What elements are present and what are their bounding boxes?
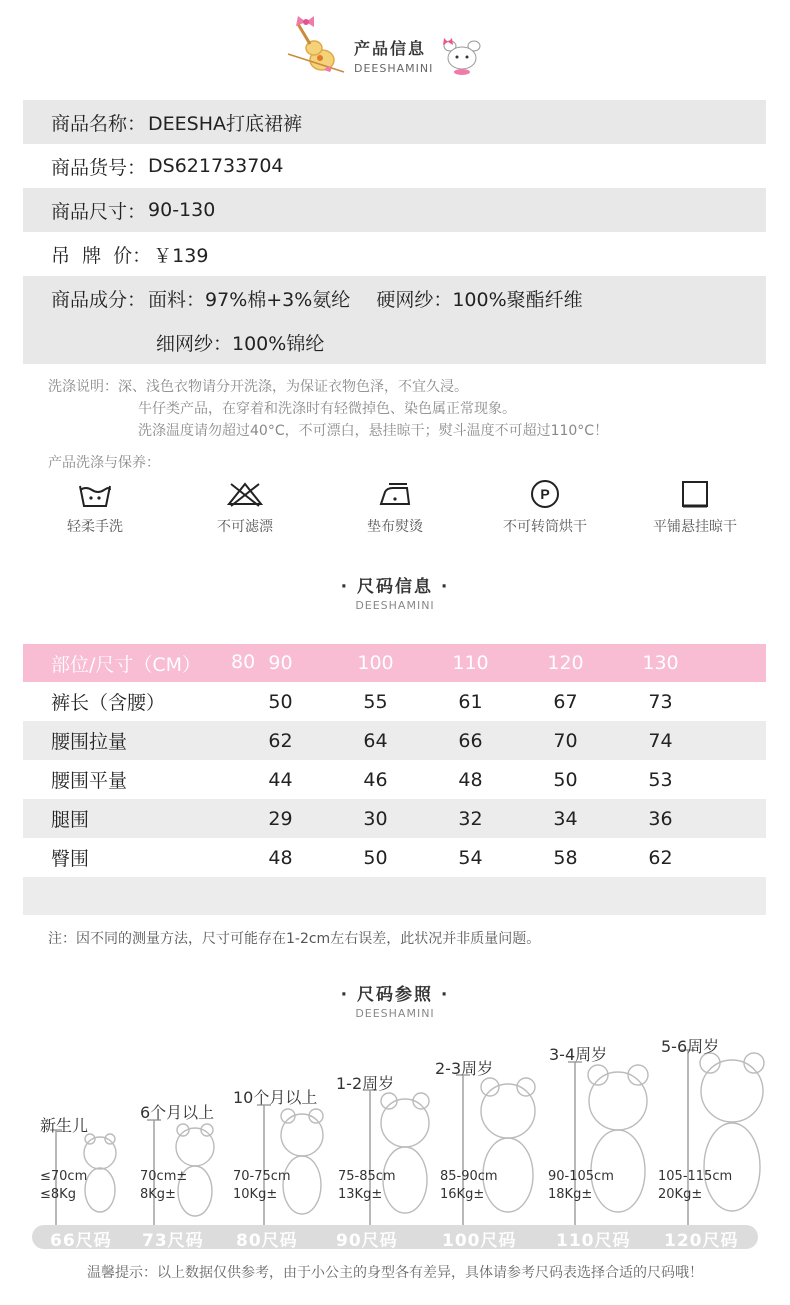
size-info-header xyxy=(0,572,790,612)
care-label: 不可转筒烘干 xyxy=(503,519,587,535)
size-reference-header xyxy=(0,980,790,1020)
product-info-subtitle: DEESHAMINI xyxy=(354,62,434,75)
weight-value: 20Kg± xyxy=(658,1187,703,1202)
info-value: 90-130 xyxy=(148,199,216,221)
washing-line-2: 牛仔类产品，在穿着和洗涤时有轻微掉色、染色属正常现象。 xyxy=(138,401,516,417)
size-info-title: · 尺码信息 · xyxy=(340,577,450,597)
info-value: 细网纱：100%锦纶 xyxy=(156,332,325,355)
iron-icon xyxy=(377,478,413,510)
measurement xyxy=(658,1168,732,1204)
bunny-mascot-icon xyxy=(440,36,484,76)
height-value: 70-75cm xyxy=(233,1169,291,1184)
care-item-hand-wash xyxy=(30,478,160,536)
info-row-material-2 xyxy=(23,320,766,364)
table-cell: 50 xyxy=(553,768,578,791)
table-cell: 62 xyxy=(268,729,293,752)
product-info-table xyxy=(23,100,766,364)
table-cell: 73 xyxy=(648,690,673,713)
hang-dry-icon xyxy=(677,478,713,510)
table-row-blank xyxy=(23,877,766,915)
info-value: DS621733704 xyxy=(148,155,284,177)
no-bleach-icon xyxy=(225,478,265,510)
guitar-bow-logo-icon xyxy=(284,14,354,78)
table-cell: 53 xyxy=(648,768,673,791)
weight-value: ≤8Kg xyxy=(40,1187,76,1202)
age-label: 新生儿 xyxy=(40,1116,89,1135)
care-item-hang-dry xyxy=(630,478,760,536)
measurement xyxy=(40,1168,87,1204)
table-cell: 50 xyxy=(363,846,388,869)
size-code: 110尺码 xyxy=(556,1231,631,1251)
row-name: 臀围 xyxy=(51,848,90,870)
size-code-bar xyxy=(20,1225,770,1249)
height-value: 70cm± xyxy=(140,1169,188,1184)
table-cell: 61 xyxy=(458,690,483,713)
info-value: DEESHA打底裙裤 xyxy=(148,112,303,135)
info-label: 商品尺寸： xyxy=(51,200,147,223)
table-cell: 32 xyxy=(458,807,483,830)
care-label: 轻柔手洗 xyxy=(67,519,123,535)
bear-10months-icon xyxy=(257,1105,323,1225)
age-label: 6个月以上 xyxy=(140,1103,215,1122)
table-row xyxy=(23,799,766,838)
size-info-subtitle: DEESHAMINI xyxy=(355,599,435,612)
measurement-note: 注：因不同的测量方法，尺寸可能存在1-2cm左右误差，此状况并非质量问题。 xyxy=(48,931,541,947)
care-label: 垫布熨烫 xyxy=(367,519,423,535)
table-cell: 66 xyxy=(458,729,483,752)
height-value: 105-115cm xyxy=(658,1169,733,1184)
table-cell: 62 xyxy=(648,846,673,869)
bear-1-2years-icon xyxy=(363,1090,429,1225)
weight-value: 8Kg± xyxy=(140,1187,176,1202)
table-cell: 44 xyxy=(268,768,293,791)
height-value: 85-90cm xyxy=(440,1169,498,1184)
info-value: 面料：97%棉+3%氨纶 xyxy=(148,288,351,311)
size-code: 90尺码 xyxy=(336,1231,398,1251)
info-row-size xyxy=(23,188,766,232)
weight-value: 10Kg± xyxy=(233,1187,278,1202)
table-row xyxy=(23,721,766,760)
measurement xyxy=(548,1168,614,1204)
size-reference-subtitle: DEESHAMINI xyxy=(355,1007,435,1020)
table-row xyxy=(23,760,766,799)
size-code: 66尺码 xyxy=(50,1231,112,1251)
info-label: 商品成分： xyxy=(51,288,147,311)
age-label: 5-6周岁 xyxy=(661,1037,720,1056)
height-value: ≤70cm xyxy=(40,1169,88,1184)
table-cell: 36 xyxy=(648,807,673,830)
size-code: 120尺码 xyxy=(664,1231,739,1251)
care-icons xyxy=(30,478,760,536)
size-header-cell: 130 xyxy=(642,652,679,674)
measurement xyxy=(140,1168,187,1204)
table-cell: 48 xyxy=(458,768,483,791)
info-row-sku xyxy=(23,144,766,188)
table-cell: 48 xyxy=(268,846,293,869)
info-value: ￥139 xyxy=(153,244,209,267)
age-label: 1-2周岁 xyxy=(336,1074,395,1093)
care-item-dry-clean xyxy=(480,478,610,536)
info-row-price xyxy=(23,232,766,276)
size-code: 80尺码 xyxy=(236,1231,298,1251)
table-cell: 70 xyxy=(553,729,578,752)
size-header-cell: 90 xyxy=(268,652,293,674)
table-cell: 54 xyxy=(458,846,483,869)
table-cell: 55 xyxy=(363,690,388,713)
weight-value: 16Kg± xyxy=(440,1187,485,1202)
size-table-header: 部位/尺寸（CM） 80 90 100 110 120 130 xyxy=(23,644,766,682)
table-cell: 74 xyxy=(648,729,673,752)
table-cell: 50 xyxy=(268,690,293,713)
measurement xyxy=(233,1168,291,1204)
table-cell: 30 xyxy=(363,807,388,830)
washing-line-3: 洗涤温度请勿超过40°C，不可漂白，悬挂晾干；熨斗温度不可超过110°C！ xyxy=(138,423,609,439)
weight-value: 18Kg± xyxy=(548,1187,593,1202)
row-name: 腿围 xyxy=(51,809,90,831)
size-header-label: 部位/尺寸（CM） xyxy=(51,653,202,676)
info-label: 吊 牌 价： xyxy=(51,244,152,267)
care-title: 产品洗涤与保养： xyxy=(48,455,160,471)
washing-instructions xyxy=(48,376,608,442)
weight-value: 13Kg± xyxy=(338,1187,383,1202)
table-cell: 67 xyxy=(553,690,578,713)
table-row xyxy=(23,838,766,877)
care-item-no-bleach xyxy=(180,478,310,536)
row-name: 裤长（含腰） xyxy=(51,692,166,714)
washing-line-1: 洗涤说明：深、浅色衣物请分开洗涤，为保证衣物色泽，不宜久浸。 xyxy=(48,379,468,395)
size-header-cell: 120 xyxy=(547,652,584,674)
height-value: 75-85cm xyxy=(338,1169,396,1184)
size-table xyxy=(23,644,766,915)
no-tumble-dry-icon xyxy=(527,478,563,510)
measurement xyxy=(440,1168,498,1204)
size-header-cell: 100 xyxy=(357,652,394,674)
table-cell: 58 xyxy=(553,846,578,869)
size-code: 73尺码 xyxy=(142,1231,204,1251)
row-name: 腰围平量 xyxy=(51,770,128,792)
age-label: 10个月以上 xyxy=(233,1088,318,1107)
measurement xyxy=(338,1168,396,1204)
svg-text:P: P xyxy=(540,486,550,502)
table-cell: 29 xyxy=(268,807,293,830)
height-value: 90-105cm xyxy=(548,1169,614,1184)
info-row-material xyxy=(23,276,766,320)
hand-wash-icon xyxy=(77,478,113,510)
info-row-name xyxy=(23,100,766,144)
info-label: 商品名称： xyxy=(51,112,147,135)
table-cell: 34 xyxy=(553,807,578,830)
info-label: 商品货号： xyxy=(51,156,147,179)
info-value-2: 硬网纱：100%聚酯纤维 xyxy=(376,288,583,311)
size-code: 100尺码 xyxy=(442,1231,517,1251)
table-row xyxy=(23,682,766,721)
warm-tip: 温馨提示：以上数据仅供参考，由于小公主的身型各有差异，具体请参考尺码表选择合适的尺码哦！ xyxy=(87,1265,703,1281)
care-label: 平铺悬挂晾干 xyxy=(653,519,737,535)
size-reference-title: · 尺码参照 · xyxy=(340,985,450,1005)
age-label: 2-3周岁 xyxy=(435,1059,494,1078)
table-cell: 46 xyxy=(363,768,388,791)
row-name: 腰围拉量 xyxy=(51,731,128,753)
table-cell: 64 xyxy=(363,729,388,752)
product-info-header xyxy=(0,14,790,78)
age-label: 3-4周岁 xyxy=(549,1045,608,1064)
care-item-iron xyxy=(330,478,460,536)
size-header-cell: 110 xyxy=(452,652,489,674)
care-label: 不可滤漂 xyxy=(217,519,273,535)
product-info-title: 产品信息 xyxy=(354,39,427,58)
